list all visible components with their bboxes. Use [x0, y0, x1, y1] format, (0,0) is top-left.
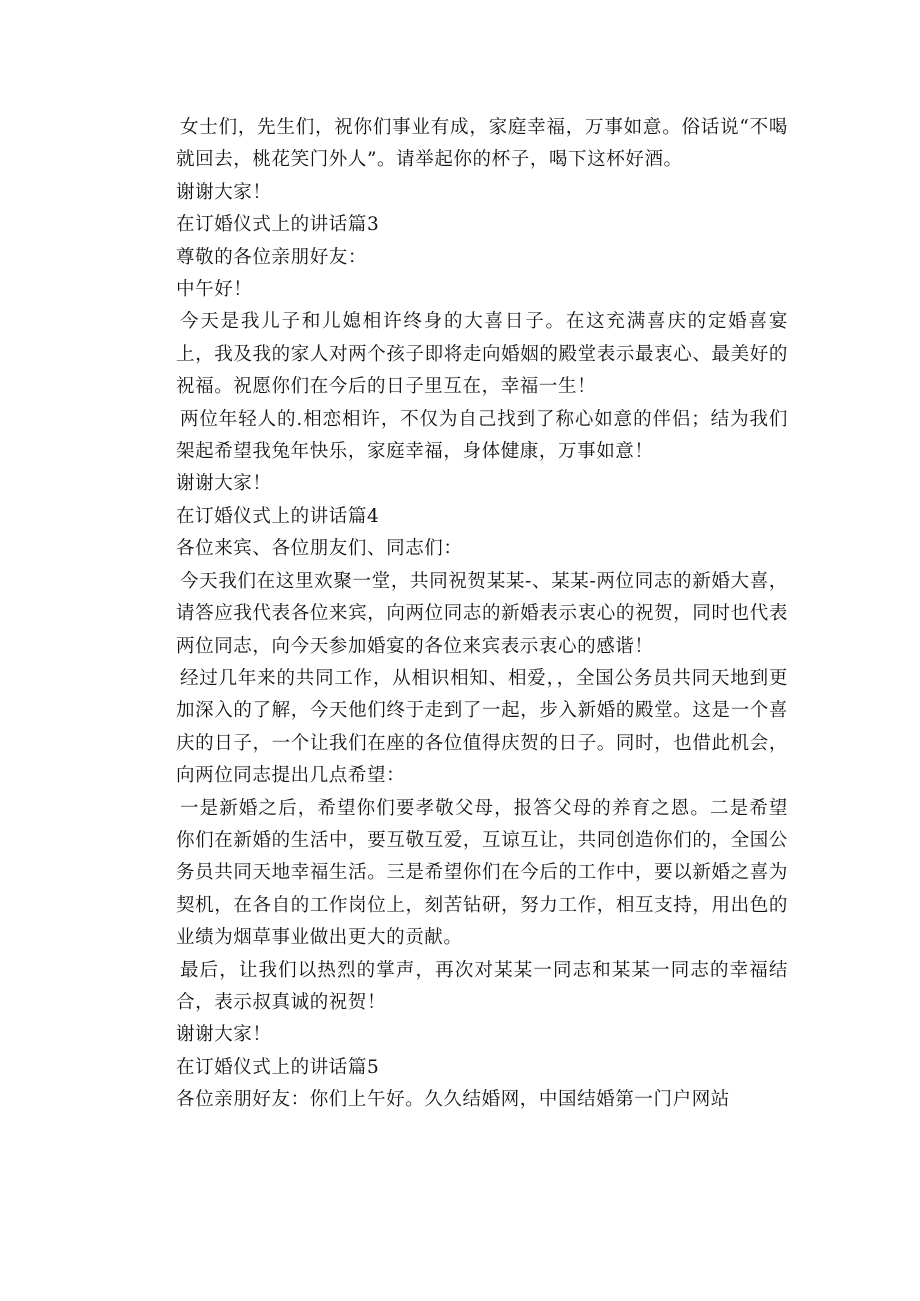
- paragraph-greeting-3: 中午好！: [176, 279, 253, 301]
- paragraph-salutation-3: 尊敬的各位亲朋好友：: [176, 246, 368, 268]
- paragraph-young-couple: 两位年轻人的.相恋相许，不仅为自己找到了称心如意的伴侣；结为我们架起希望我兔年快乐，家庭幸福，身体健康，万事如意！: [176, 408, 788, 463]
- paragraph-years-working: 经过几年来的共同工作，从相识相知、相爱，，全国公务员共同天地到更加深入的了解，今天他们终于走到了一起，步入新婚的殿堂。这是一个喜庆的日子，一个让我们在座的各位值得庆贺的日子。同时，也借此机会，向两位同志提出几点希望：: [176, 667, 788, 787]
- paragraph-celebration: 今天我们在这里欢聚一堂，共同祝贺某某-、某某-两位同志的新婚大喜，请答应我代表各位来宾，向两位同志的新婚表示衷心的祝贺，同时也代表两位同志，向今天参加婚宴的各位来宾表示衷心的感谐！: [176, 570, 788, 657]
- paragraph-thanks-2: 谢谢大家！: [176, 473, 272, 495]
- paragraph-salutation-4: 各位来宾、各位朋友们、同志们：: [176, 538, 463, 560]
- paragraph-finally: 最后，让我们以热烈的掌声，再次对某某一同志和某某一同志的幸福结合，表示叔真诚的祝贺！: [176, 959, 788, 1013]
- paragraph-salutation-5: 各位亲朋好友：你们上午好。久久结婚网，中国结婚第一门户网站: [176, 1089, 730, 1111]
- paragraph-blessing: 今天是我儿子和儿媳相许终身的大喜日子。在这充满喜庆的定婚喜宴上，我及我的家人对两个孩子即将走向婚姻的殿堂表示最衷心、最美好的祝福。祝愿你们在今后的日子里互在，幸福一生！: [176, 311, 788, 398]
- section-heading-3: 在订婚仪式上的讲话篇3: [176, 214, 380, 236]
- section-heading-5: 在订婚仪式上的讲话篇5: [176, 1056, 380, 1078]
- document-body: [176, 112, 788, 1117]
- paragraph-toast: 女士们，先生们，祝你们事业有成，家庭幸福，万事如意。俗话说“不喝就回去，桃花笑门外人”。请举起你的杯子，喝下这杯好酒。: [176, 117, 788, 171]
- section-heading-4: 在订婚仪式上的讲话篇4: [176, 505, 380, 527]
- paragraph-hopes: 一是新婚之后，希望你们要孝敬父母，报答父母的养育之恩。二是希望你们在新婚的生活中，要互敬互爱，互谅互让，共同创造你们的，全国公务员共同天地幸福生活。三是希望你们在今后的工作中，要以新婚之喜为契机，在各自的工作岗位上，刻苦钻研，努力工作，相互支持，用出色的业绩为烟草事业做出更大的贡献。: [176, 797, 788, 949]
- paragraph-thanks-1: 谢谢大家！: [176, 181, 272, 203]
- paragraph-thanks-3: 谢谢大家！: [176, 1024, 272, 1046]
